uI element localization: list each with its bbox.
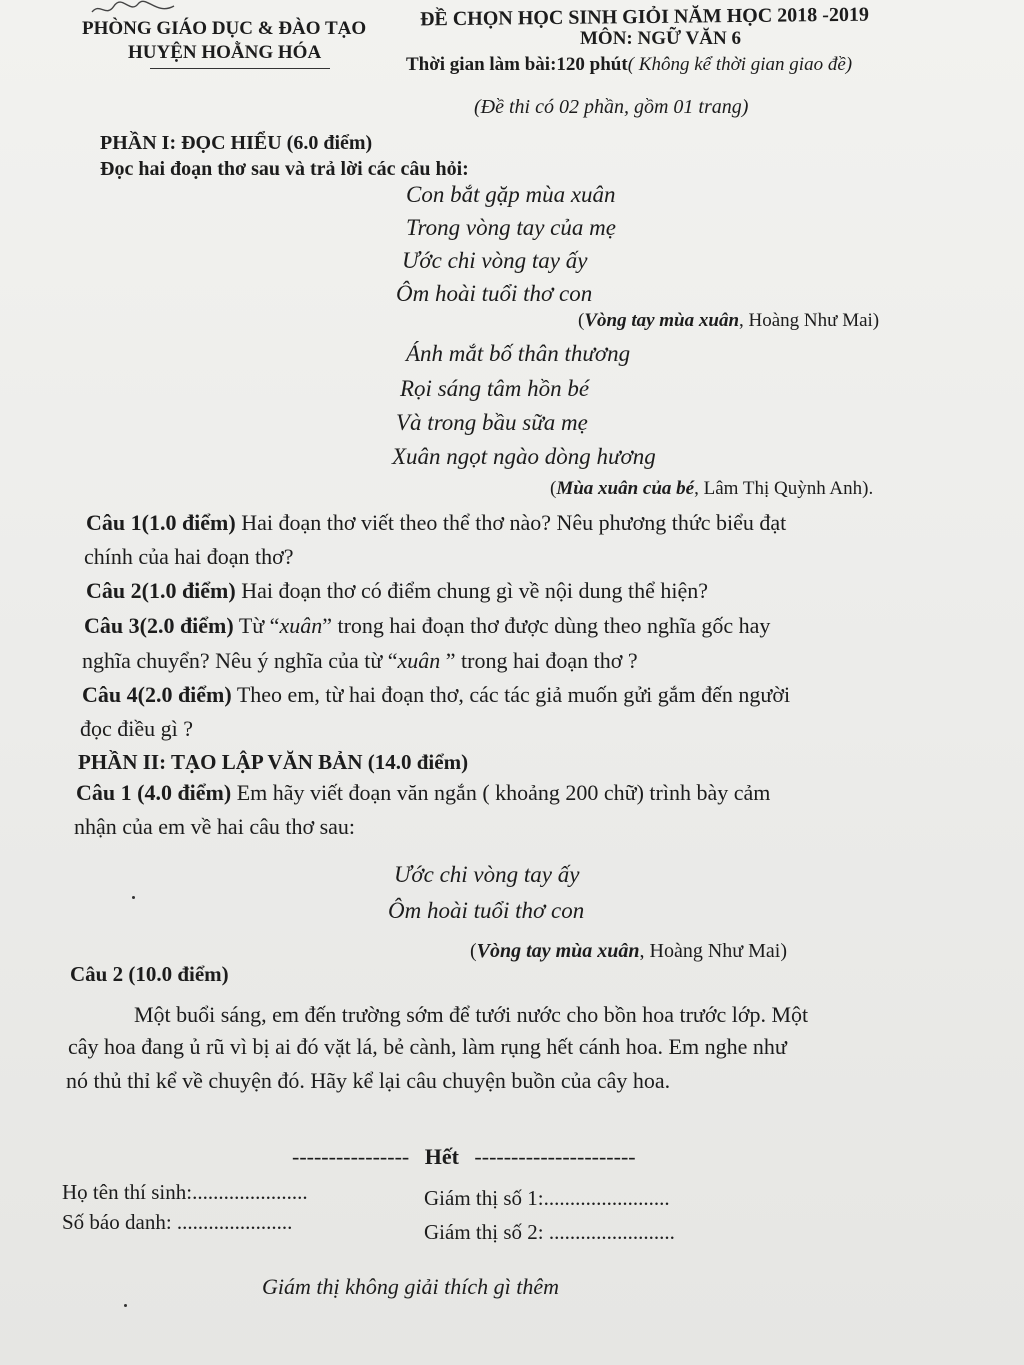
question-2: Câu 2(1.0 điểm) Hai đoạn thơ có điểm chung gì về nội dung thể hiện? xyxy=(86,578,709,603)
part2-question-2-line: cây hoa đang ủ rũ vì bị ai đó vặt lá, bẻ cành, làm rụng hết cánh hoa. Em nghe như xyxy=(68,1034,787,1059)
question-label: Câu 1 (4.0 điểm) xyxy=(76,780,232,805)
question-label: Câu 4(2.0 điểm) xyxy=(82,682,232,707)
part2-question-2-label: Câu 2 (10.0 điểm) xyxy=(70,962,229,986)
ink-dot xyxy=(124,1304,127,1307)
part2-title: PHẦN II: TẠO LẬP VĂN BẢN (14.0 điểm) xyxy=(78,750,469,774)
closing-note: Giám thị không giải thích gì thêm xyxy=(262,1274,559,1299)
department-line-1: PHÒNG GIÁO DỤC & ĐÀO TẠO xyxy=(82,18,367,39)
poem2-source-title: Mùa xuân của bé xyxy=(556,478,695,499)
exam-title: ĐỀ CHỌN HỌC SINH GIỎI NĂM HỌC 2018 -2019 xyxy=(419,3,870,31)
question-1: Câu 1(1.0 điểm) Hai đoạn thơ viết theo thể thơ nào? Nêu phương thức biểu đạt xyxy=(86,510,787,535)
part2-question-1: Câu 1 (4.0 điểm) Em hãy viết đoạn văn ngắn ( khoảng 200 chữ) trình bày cảm xyxy=(76,780,771,805)
poem2-line: Rọi sáng tâm hồn bé xyxy=(400,376,590,401)
poem1-source: (Vòng tay mùa xuân, Hoàng Như Mai) xyxy=(578,310,880,331)
question-1-cont: chính của hai đoạn thơ? xyxy=(84,544,294,569)
quote-line: Ước chi vòng tay ấy xyxy=(394,862,580,887)
ink-dot xyxy=(132,896,135,899)
part2-question-2-line: Một buổi sáng, em đến trường sớm để tưới nước cho bồn hoa trước lớp. Một xyxy=(134,1002,809,1027)
end-marker: ---------------- Hết ---------------------- xyxy=(292,1144,636,1169)
question-4: Câu 4(2.0 điểm) Theo em, từ hai đoạn thơ, các tác giả muốn gửi gắm đến người xyxy=(82,682,791,707)
quote-source: (Vòng tay mùa xuân, Hoàng Như Mai) xyxy=(470,940,787,962)
time-label: Thời gian làm bài:120 phút xyxy=(406,54,628,75)
part2-question-2-line: nó thủ thỉ kể về chuyện đó. Hãy kể lại câu chuyện buồn của cây hoa. xyxy=(66,1068,671,1093)
question-3: Câu 3(2.0 điểm) Từ “xuân” trong hai đoạn thơ được dùng theo nghĩa gốc hay xyxy=(84,613,771,638)
question-4-cont: đọc điều gì ? xyxy=(80,716,194,741)
poem1-line: Ôm hoài tuổi thơ con xyxy=(396,281,593,306)
poem1-line: Trong vòng tay của mẹ xyxy=(406,215,616,240)
candidate-number-field: Số báo danh: ...................... xyxy=(62,1210,293,1234)
poem1-line: Ước chi vòng tay ấy xyxy=(402,248,588,273)
proctor-1-field: Giám thị số 1:........................ xyxy=(424,1186,670,1210)
time-note: ( Không kể thời gian giao đề) xyxy=(627,54,853,75)
poem2-source-author: , Lâm Thị Quỳnh Anh). xyxy=(694,478,874,499)
department-line-2: HUYỆN HOẰNG HÓA xyxy=(128,42,322,63)
time-line xyxy=(406,54,852,76)
part1-title: PHẦN I: ĐỌC HIỂU (6.0 điểm) xyxy=(100,132,373,154)
structure-note: (Đề thi có 02 phần, gồm 01 trang) xyxy=(474,96,749,118)
question-3-cont: nghĩa chuyển? Nêu ý nghĩa của từ “xuân ” trong hai đoạn thơ ? xyxy=(82,648,638,673)
part2-question-1-cont: nhận của em về hai câu thơ sau: xyxy=(74,814,356,839)
quote-line: Ôm hoài tuổi thơ con xyxy=(388,898,585,923)
proctor-2-field: Giám thị số 2: ........................ xyxy=(424,1220,675,1244)
poem2-line: Và trong bầu sữa mẹ xyxy=(396,410,588,435)
part1-instruction: Đọc hai đoạn thơ sau và trả lời các câu hỏi: xyxy=(100,158,469,180)
end-word: Hết xyxy=(424,1144,459,1169)
question-label: Câu 3(2.0 điểm) xyxy=(84,613,234,638)
poem2-source: (Mùa xuân của bé, Lâm Thị Quỳnh Anh). xyxy=(550,478,874,499)
question-label: Câu 1(1.0 điểm) xyxy=(86,510,236,535)
poem1-source-author: , Hoàng Như Mai) xyxy=(739,310,880,331)
poem2-line: Xuân ngọt ngào dòng hương xyxy=(392,444,656,469)
question-label: Câu 2(1.0 điểm) xyxy=(86,578,236,603)
handwritten-signature xyxy=(90,0,180,20)
poem1-source-title: Vòng tay mùa xuân xyxy=(584,310,740,331)
candidate-name-field: Họ tên thí sinh:...................... xyxy=(62,1180,308,1204)
poem2-line: Ánh mắt bố thân thương xyxy=(406,341,631,366)
poem1-line: Con bắt gặp mùa xuân xyxy=(406,182,616,207)
quote-source-author: , Hoàng Như Mai) xyxy=(639,940,787,962)
quote-source-title: Vòng tay mùa xuân xyxy=(476,940,640,962)
subject: MÔN: NGỮ VĂN 6 xyxy=(580,28,741,49)
department-underline xyxy=(150,68,330,69)
